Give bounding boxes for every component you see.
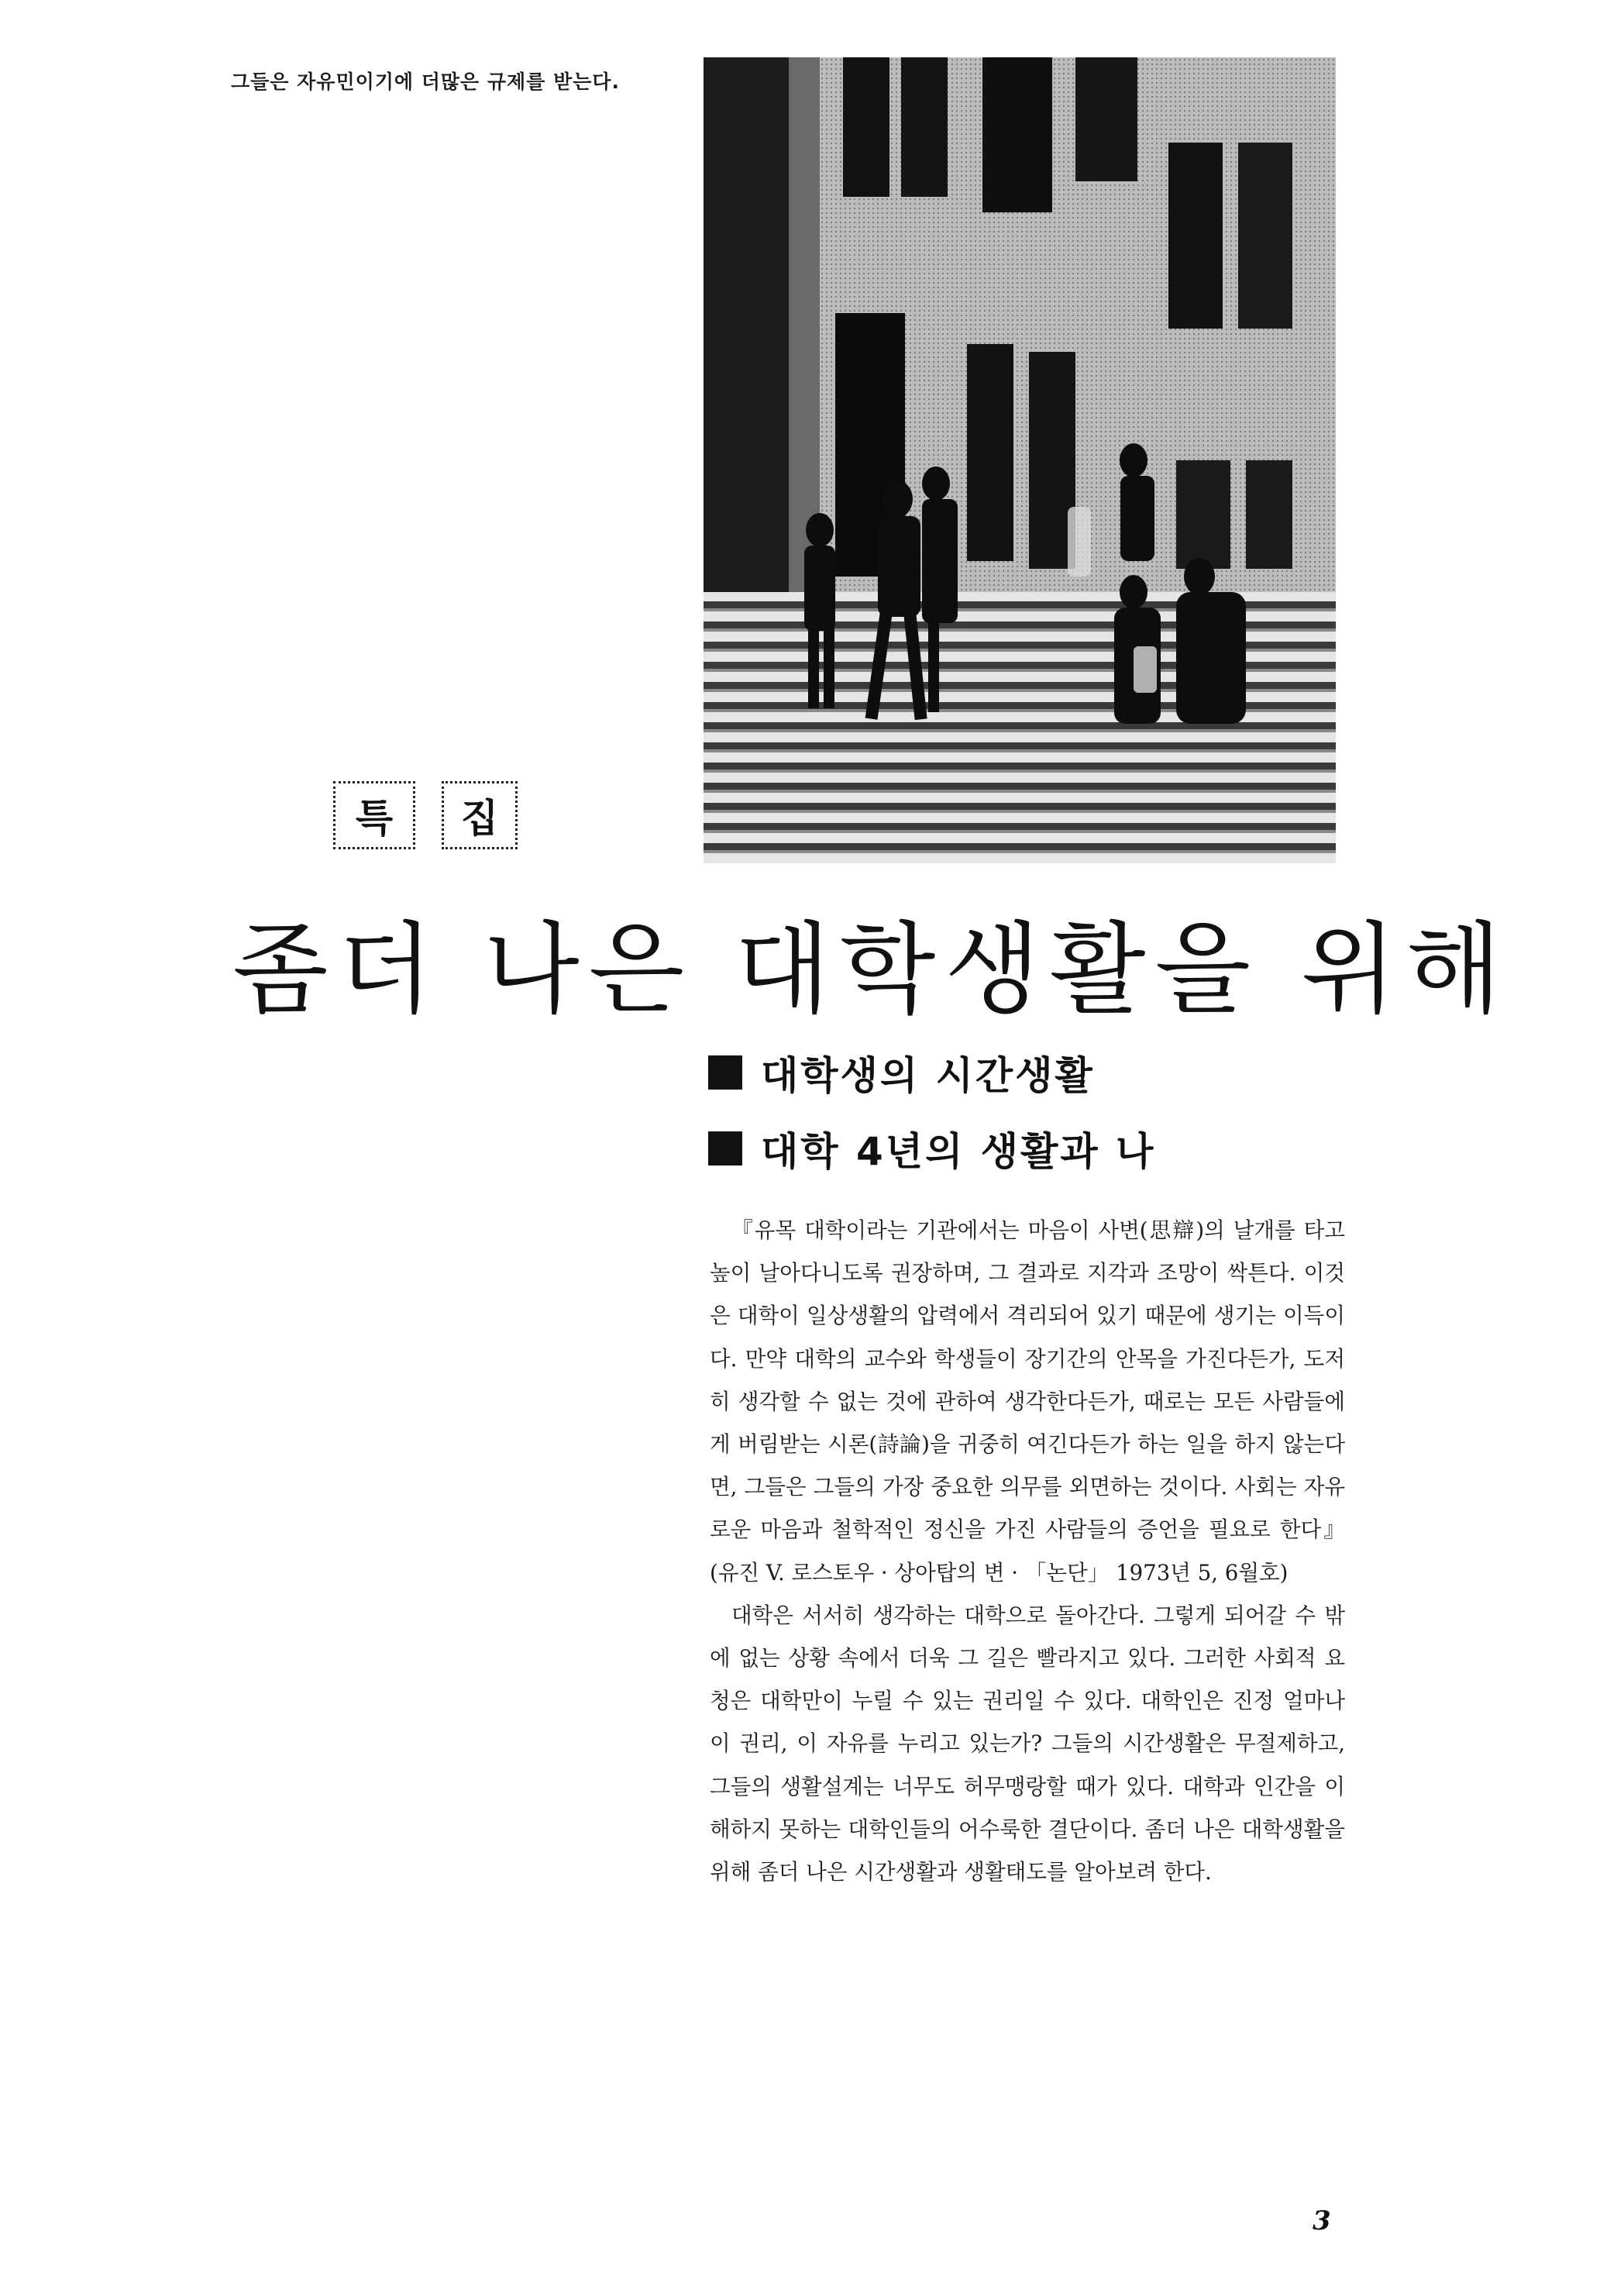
subtitle-2-text: 대학 4년의 생활과 나 [761, 1129, 1156, 1174]
quote-paragraph: 『유목 대학이라는 기관에서는 마음이 사변(思辯)의 날개를 타고 높이 날아다니도록 권장하며, 그 결과로 지각과 조망이 싹튼다. 이것은 대학이 일상생활의 압력에서 격리되어 있기 때문에 생기는 이득이다. 만약 대학의 교수와 학생들이 장기간의 안목을 가진다든가, 도저히 생각할 수 없는 것에 관하여 생각한다든가, 때로는 모든 사람들에게 버림받는 시론(詩論)을 귀중히 여긴다든가 하는 일을 하지 않는다면, 그들은 그들의 가장 중요한 의무를 외면하는 것이다. 사회는 자유로운 마음과 철학적인 정신을 가진 사람들의 증언을 필요로 한다』(유진 V. 로스토우 · 상아탑의 변 · 「논단」 1973년 5, 6월호) [710, 1217, 1345, 1586]
main-title: 좀더 나은 대학생활을 위해 [232, 912, 1512, 1028]
subtitle-2 [708, 1121, 1155, 1176]
subtitle-1-text: 대학생의 시간생활 [761, 1053, 1095, 1098]
campus-steps-photo [704, 57, 1336, 863]
square-bullet-icon [708, 1131, 742, 1165]
subtitle-1 [708, 1045, 1095, 1100]
photo-illustration [704, 57, 1336, 863]
article-body [710, 1209, 1345, 1893]
feature-label-char-1: 특 [333, 781, 415, 849]
square-bullet-icon [708, 1055, 742, 1090]
photo-caption: 그들은 자유민이기에 더많은 규제를 받는다. [231, 71, 621, 93]
feature-label-char-2: 집 [442, 781, 518, 849]
intro-paragraph: 대학은 서서히 생각하는 대학으로 돌아간다. 그렇게 되어갈 수 밖에 없는 상황 속에서 더욱 그 길은 빨라지고 있다. 그러한 사회적 요청은 대학만이 누릴 수 있는 권리일 수 있다. 대학인은 진정 얼마나 이 권리, 이 자유를 누리고 있는가? 그들의 시간생활은 무절제하고, 그들의 생활설계는 너무도 허무맹랑할 때가 있다. 대학과 인간을 이해하지 못하는 대학인들의 어수룩한 결단이다. 좀더 나은 대학생활을 위해 좀더 나은 시간생활과 생활태도를 알아보려 한다. [710, 1602, 1345, 1885]
page-number: 3 [1313, 2205, 1331, 2236]
